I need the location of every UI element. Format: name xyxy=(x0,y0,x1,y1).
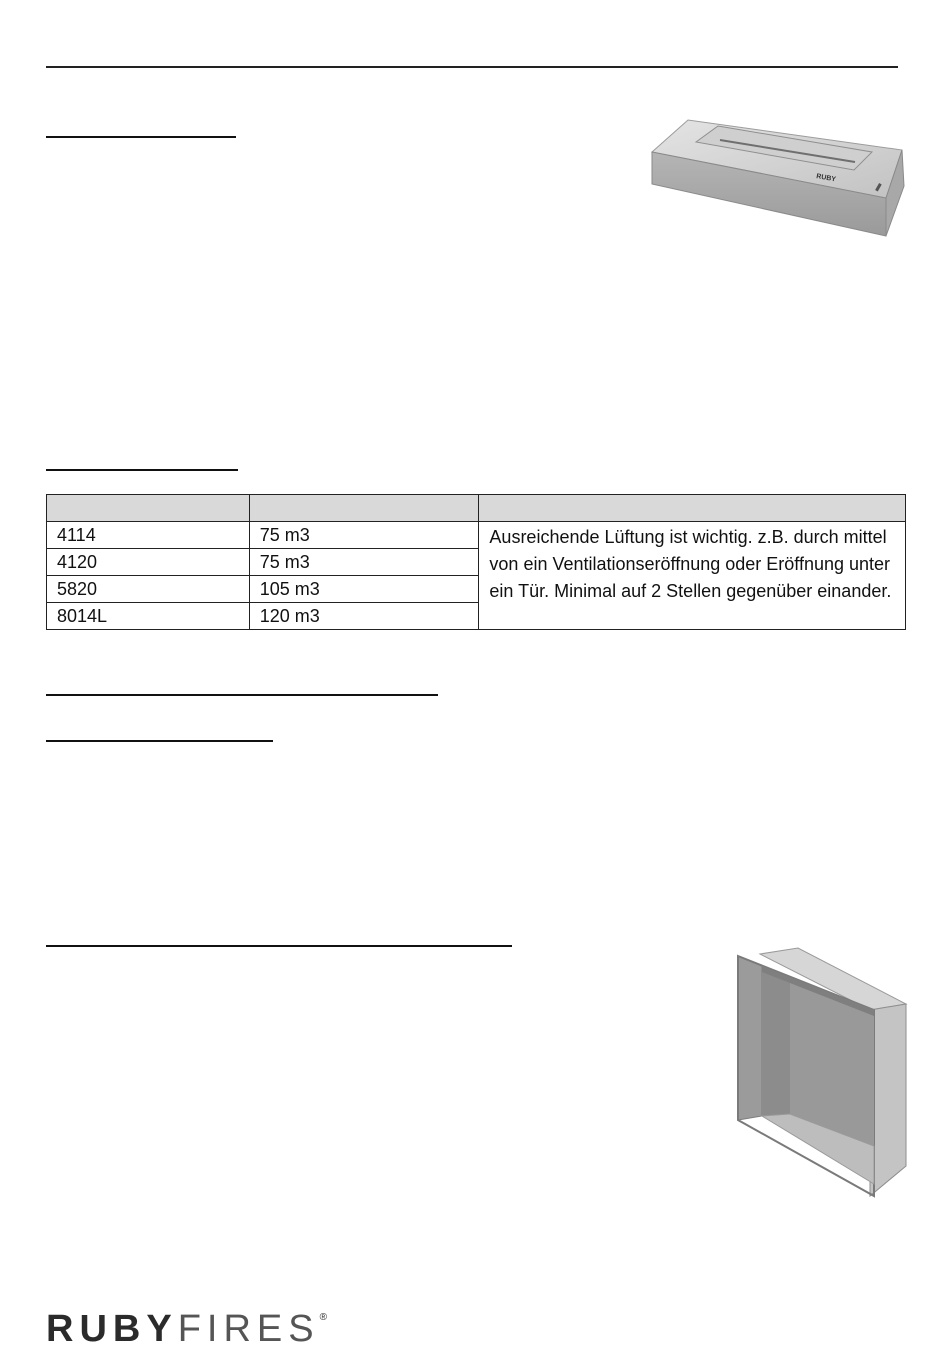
brand-logo xyxy=(46,1308,327,1351)
model-cell: 4114 xyxy=(47,522,250,549)
ventilation-note: Ausreichende Lüftung ist wichtig. z.B. durch mittel von ein Ventilationseröffnung oder Eröffnung unter ein Tür. Minimal auf 2 Stellen gegenüber einander. xyxy=(479,522,906,630)
heading-underline-3 xyxy=(46,694,438,696)
heading-underline-2 xyxy=(46,469,238,471)
top-rule xyxy=(46,66,898,68)
ventilation-table xyxy=(46,494,906,630)
model-cell: 8014L xyxy=(47,603,250,630)
heading-underline-1 xyxy=(46,136,236,138)
volume-cell: 120 m3 xyxy=(249,603,479,630)
registered-mark: ® xyxy=(319,1312,327,1323)
table-row xyxy=(47,522,906,549)
logo-word-bold: RUBY xyxy=(46,1308,178,1350)
svg-text:RUBY: RUBY xyxy=(815,173,837,184)
model-cell: 4120 xyxy=(47,549,250,576)
burner-box-image xyxy=(640,112,910,240)
volume-cell: 75 m3 xyxy=(249,549,479,576)
header-cell-volume xyxy=(249,495,479,522)
heading-underline-4 xyxy=(46,740,273,742)
table-header-row xyxy=(47,495,906,522)
header-cell-model xyxy=(47,495,250,522)
logo-word-light: FIRES xyxy=(177,1308,320,1350)
heading-underline-5 xyxy=(46,945,512,947)
model-cell: 5820 xyxy=(47,576,250,603)
wall-box-image xyxy=(734,946,910,1202)
volume-cell: 75 m3 xyxy=(249,522,479,549)
volume-cell: 105 m3 xyxy=(249,576,479,603)
header-cell-note xyxy=(479,495,906,522)
